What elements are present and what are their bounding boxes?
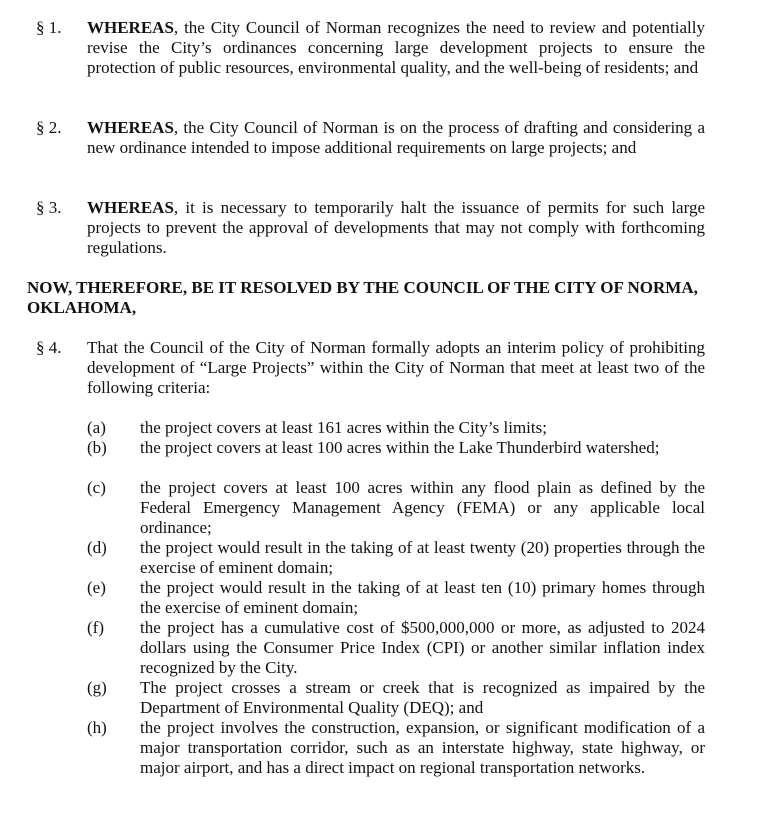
criteria-text: the project covers at least 161 acres within the City’s limits; — [140, 418, 547, 437]
criteria-text: The project crosses a stream or creek that is recognized as impaired by the Department of Environmental Quality (DEQ); and — [140, 678, 705, 717]
criteria-label: (d) — [87, 538, 107, 557]
criteria-label: (h) — [87, 718, 107, 737]
section-number: § 3. — [36, 198, 62, 217]
whereas-lead: WHEREAS — [87, 118, 174, 137]
section-text — [87, 198, 705, 258]
section-text: That the Council of the City of Norman formally adopts an interim policy of prohibiting development of “Large Projects” within the City of Norman that meet at least two of the following criteria: — [87, 338, 705, 397]
section-body: , the City Council of Norman is on the process of drafting and considering a new ordinance intended to impose additional requirements on large projects; and — [87, 118, 705, 157]
criteria-label: (c) — [87, 478, 106, 497]
whereas-lead: WHEREAS — [87, 198, 174, 217]
whereas-lead: WHEREAS — [87, 18, 174, 37]
section-body: , it is necessary to temporarily halt the issuance of permits for such large projects to prevent the approval of developments that may not comply with forthcoming regulations. — [87, 198, 705, 257]
criteria-text: the project has a cumulative cost of $500,000,000 or more, as adjusted to 2024 dollars using the Consumer Price Index (CPI) or another similar inflation index recognized by the City. — [140, 618, 705, 677]
criteria-text: the project covers at least 100 acres within any flood plain as defined by the Federal Emergency Management Agency (FEMA) or any applicable local ordinance; — [140, 478, 705, 537]
section-number: § 1. — [36, 18, 62, 37]
criteria-text: the project involves the construction, expansion, or significant modification of a major transportation corridor, such as an interstate highway, state highway, or major airport, and has a direct impact on regional transportation networks. — [140, 718, 705, 777]
section-text — [87, 118, 705, 158]
criteria-label: (a) — [87, 418, 106, 437]
criteria-label: (f) — [87, 618, 104, 637]
criteria-text: the project would result in the taking of at least twenty (20) properties through the exercise of eminent domain; — [140, 538, 705, 577]
resolved-heading: NOW, THEREFORE, BE IT RESOLVED BY THE COUNCIL OF THE CITY OF NORMA, OKLAHOMA, — [27, 278, 698, 317]
section-text — [87, 18, 705, 78]
criteria-text: the project covers at least 100 acres within the Lake Thunderbird watershed; — [140, 438, 660, 457]
section-number: § 2. — [36, 118, 62, 137]
section-number: § 4. — [36, 338, 62, 357]
criteria-text: the project would result in the taking of at least ten (10) primary homes through the exercise of eminent domain; — [140, 578, 705, 617]
section-body: , the City Council of Norman recognizes the need to review and potentially revise the City’s ordinances concerning large development projects to ensure the protection of public resources, environmental quality, and the well-being of residents; and — [87, 18, 705, 77]
criteria-label: (b) — [87, 438, 107, 457]
criteria-label: (e) — [87, 578, 106, 597]
criteria-label: (g) — [87, 678, 107, 697]
